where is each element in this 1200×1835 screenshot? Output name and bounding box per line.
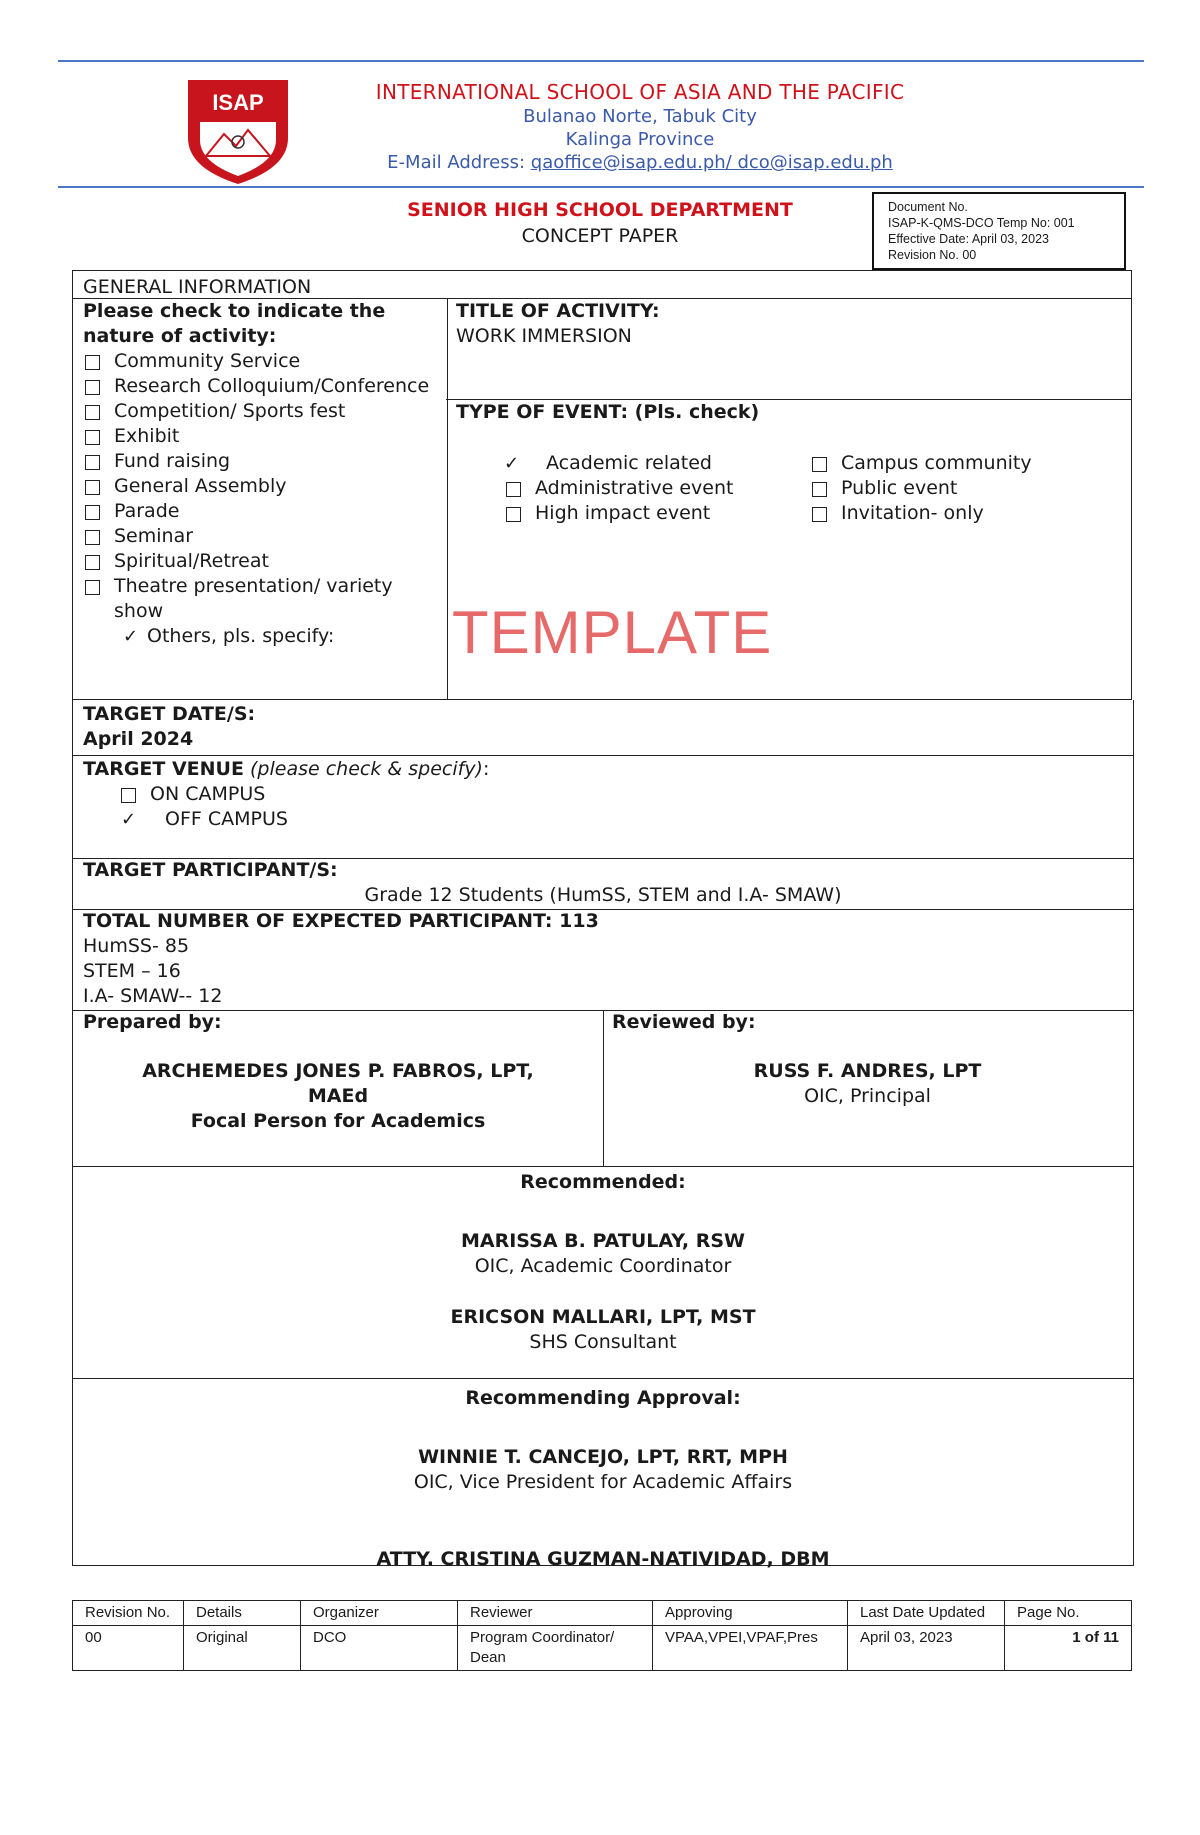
th-reviewer: Reviewer	[458, 1601, 653, 1626]
td-page: 1 of 11	[1005, 1626, 1132, 1671]
activity-label: Research Colloquium/Conference	[114, 375, 430, 397]
th-last-updated: Last Date Updated	[848, 1601, 1005, 1626]
address-line-2: Kalinga Province	[565, 129, 715, 150]
target-date-cell	[72, 700, 1134, 756]
checkbox-icon	[85, 505, 100, 520]
document-info-box	[872, 192, 1126, 270]
checkbox-icon	[121, 788, 136, 803]
th-organizer: Organizer	[301, 1601, 458, 1626]
nature-of-activity-cell	[72, 298, 448, 700]
title-of-activity-cell	[446, 298, 1132, 400]
check-icon: ✓	[123, 626, 139, 647]
venue-on-campus[interactable]	[83, 782, 1123, 807]
prepared-label: Prepared by:	[83, 1011, 222, 1033]
event-academic-label: Academic related	[546, 452, 712, 474]
event-campus-community[interactable]	[810, 451, 1032, 476]
venue-off-campus[interactable]	[83, 807, 1123, 832]
activity-label: Spiritual/Retreat	[114, 550, 269, 572]
checkbox-icon	[85, 405, 100, 420]
school-name: INTERNATIONAL SCHOOL OF ASIA AND THE PACIFIC	[375, 80, 905, 104]
event-campus-label: Campus community	[841, 452, 1032, 474]
prepared-name-2: MAEd	[307, 1085, 369, 1107]
venue-label: TARGET VENUE	[83, 758, 244, 780]
email-link-qaoffice[interactable]: qaoffice@isap.edu.ph/	[530, 152, 732, 173]
activity-label: Competition/ Sports fest	[114, 400, 346, 422]
general-info-heading-cell	[72, 270, 1132, 300]
activity-item[interactable]	[83, 399, 437, 424]
check-icon: ✓	[121, 809, 137, 830]
total-label: TOTAL NUMBER OF EXPECTED PARTICIPANT: 113	[83, 910, 599, 932]
recommending-approval-cell	[72, 1378, 1134, 1570]
checkbox-icon	[85, 430, 100, 445]
email-label: E-Mail Address:	[387, 152, 531, 173]
prepared-name-1: ARCHEMEDES JONES P. FABROS, LPT,	[142, 1060, 534, 1082]
event-administrative-label: Administrative event	[535, 477, 734, 499]
approval-role-1: OIC, Vice President for Academic Affairs	[413, 1471, 793, 1493]
prepared-by-cell	[72, 1010, 604, 1167]
event-invitation-only[interactable]	[810, 501, 1032, 526]
activity-item[interactable]	[83, 424, 437, 449]
logo-text: ISAP	[212, 90, 264, 115]
target-date-value[interactable]: April 2024	[83, 728, 194, 750]
checkbox-icon	[85, 380, 100, 395]
recommended-name-2: ERICSON MALLARI, LPT, MST	[450, 1306, 756, 1328]
doc-effective-date: Effective Date: April 03, 2023	[888, 232, 1049, 246]
venue-hint: (please check & specify)	[250, 758, 483, 780]
event-high-impact[interactable]	[504, 501, 810, 526]
doc-number-label: Document No.	[888, 200, 968, 214]
recommended-name-1: MARISSA B. PATULAY, RSW	[461, 1230, 745, 1252]
event-administrative[interactable]	[504, 476, 810, 501]
activity-label: Community Service	[114, 350, 301, 372]
total-humss: HumSS- 85	[83, 935, 190, 957]
reviewed-name: RUSS F. ANDRES, LPT	[753, 1060, 982, 1082]
activity-item[interactable]	[83, 549, 437, 574]
checkbox-icon	[812, 482, 827, 497]
revision-table	[72, 1600, 1132, 1671]
th-page: Page No.	[1005, 1601, 1132, 1626]
activity-item[interactable]	[83, 499, 437, 524]
doc-revision: Revision No. 00	[888, 248, 977, 262]
check-icon: ✓	[504, 453, 520, 474]
recommended-label: Recommended:	[520, 1171, 686, 1193]
doc-template-number: ISAP-K-QMS-DCO Temp No: 001	[888, 216, 1075, 230]
activity-label: Seminar	[114, 525, 194, 547]
top-rule	[58, 60, 1144, 62]
checkbox-icon	[812, 507, 827, 522]
nature-heading: Please check to indicate the nature of activity:	[83, 300, 386, 347]
participants-label: TARGET PARTICIPANT/S:	[83, 859, 338, 881]
activity-item[interactable]	[83, 349, 437, 374]
activity-item[interactable]	[83, 474, 437, 499]
activity-label: General Assembly	[114, 475, 287, 497]
title-label: TITLE OF ACTIVITY:	[456, 300, 660, 322]
activity-list	[83, 349, 437, 624]
approval-name-1: WINNIE T. CANCEJO, LPT, RRT, MPH	[418, 1446, 788, 1468]
venue-off-label: OFF CAMPUS	[165, 808, 288, 830]
checkbox-icon	[506, 482, 521, 497]
event-right-column	[810, 451, 1032, 526]
checkbox-icon	[85, 530, 100, 545]
td-details: Original	[184, 1626, 301, 1671]
email-link-dco[interactable]: dco@isap.edu.ph	[731, 152, 893, 173]
activity-others-label: Others, pls. specify:	[147, 625, 335, 647]
department-title: SENIOR HIGH SCHOOL DEPARTMENT	[407, 199, 793, 221]
template-watermark: TEMPLATE	[452, 599, 773, 666]
activity-label: Exhibit	[114, 425, 180, 447]
title-value[interactable]: WORK IMMERSION	[456, 325, 632, 347]
reviewed-role: OIC, Principal	[804, 1085, 931, 1107]
address-line-1: Bulanao Norte, Tabuk City	[523, 106, 757, 127]
target-venue-cell	[72, 755, 1134, 859]
approval-name-2: ATTY. CRISTINA GUZMAN-NATIVIDAD, DBM	[376, 1548, 830, 1570]
target-date-label: TARGET DATE/S:	[83, 703, 256, 725]
activity-item[interactable]	[83, 449, 437, 474]
th-details: Details	[184, 1601, 301, 1626]
prepared-role: Focal Person for Academics	[190, 1110, 486, 1132]
activity-item[interactable]	[83, 524, 437, 549]
participants-value[interactable]: Grade 12 Students (HumSS, STEM and I.A- SMAW)	[364, 884, 842, 906]
table-row	[73, 1626, 1132, 1671]
target-participants-cell	[72, 858, 1134, 910]
td-reviewer: Program Coordinator/ Dean	[458, 1626, 653, 1671]
activity-item[interactable]	[83, 374, 437, 399]
activity-label: Fund raising	[114, 450, 231, 472]
approval-label: Recommending Approval:	[465, 1387, 741, 1409]
event-left-column	[456, 451, 810, 526]
email-line	[260, 152, 1020, 173]
checkbox-icon	[85, 455, 100, 470]
th-approving: Approving	[653, 1601, 848, 1626]
td-revision: 00	[73, 1626, 184, 1671]
event-public-label: Public event	[841, 477, 958, 499]
total-participants-cell	[72, 909, 1134, 1011]
general-info-heading: GENERAL INFORMATION	[83, 276, 312, 298]
total-ia-smaw: I.A- SMAW-- 12	[83, 985, 223, 1007]
activity-others[interactable]	[83, 624, 437, 649]
event-academic-related[interactable]	[504, 451, 810, 476]
revision-table-header	[73, 1601, 1132, 1626]
checkbox-icon	[812, 457, 827, 472]
checkbox-icon	[85, 580, 100, 595]
checkbox-icon	[85, 480, 100, 495]
recommended-role-1: OIC, Academic Coordinator	[474, 1255, 732, 1277]
checkbox-icon	[85, 555, 100, 570]
reviewed-label: Reviewed by:	[612, 1011, 756, 1033]
reviewed-by-cell	[602, 1010, 1134, 1167]
event-high-impact-label: High impact event	[535, 502, 711, 524]
recommended-cell	[72, 1166, 1134, 1379]
td-approving: VPAA,VPEI,VPAF,Pres	[653, 1626, 848, 1671]
checkbox-icon	[506, 507, 521, 522]
venue-colon: :	[482, 758, 490, 780]
td-organizer: DCO	[301, 1626, 458, 1671]
event-public[interactable]	[810, 476, 1032, 501]
venue-on-label: ON CAMPUS	[150, 783, 266, 805]
event-type-label: TYPE OF EVENT: (Pls. check)	[456, 401, 760, 423]
activity-label: Parade	[114, 500, 180, 522]
td-last-updated: April 03, 2023	[848, 1626, 1005, 1671]
document-type: CONCEPT PAPER	[521, 225, 679, 247]
header-rule	[58, 186, 1144, 188]
recommended-role-2: SHS Consultant	[529, 1331, 677, 1353]
checkbox-icon	[85, 355, 100, 370]
total-stem: STEM – 16	[83, 960, 181, 982]
th-revision: Revision No.	[73, 1601, 184, 1626]
event-invitation-label: Invitation- only	[841, 502, 984, 524]
activity-item[interactable]	[83, 574, 437, 624]
activity-label: Theatre presentation/ variety show	[114, 575, 393, 622]
